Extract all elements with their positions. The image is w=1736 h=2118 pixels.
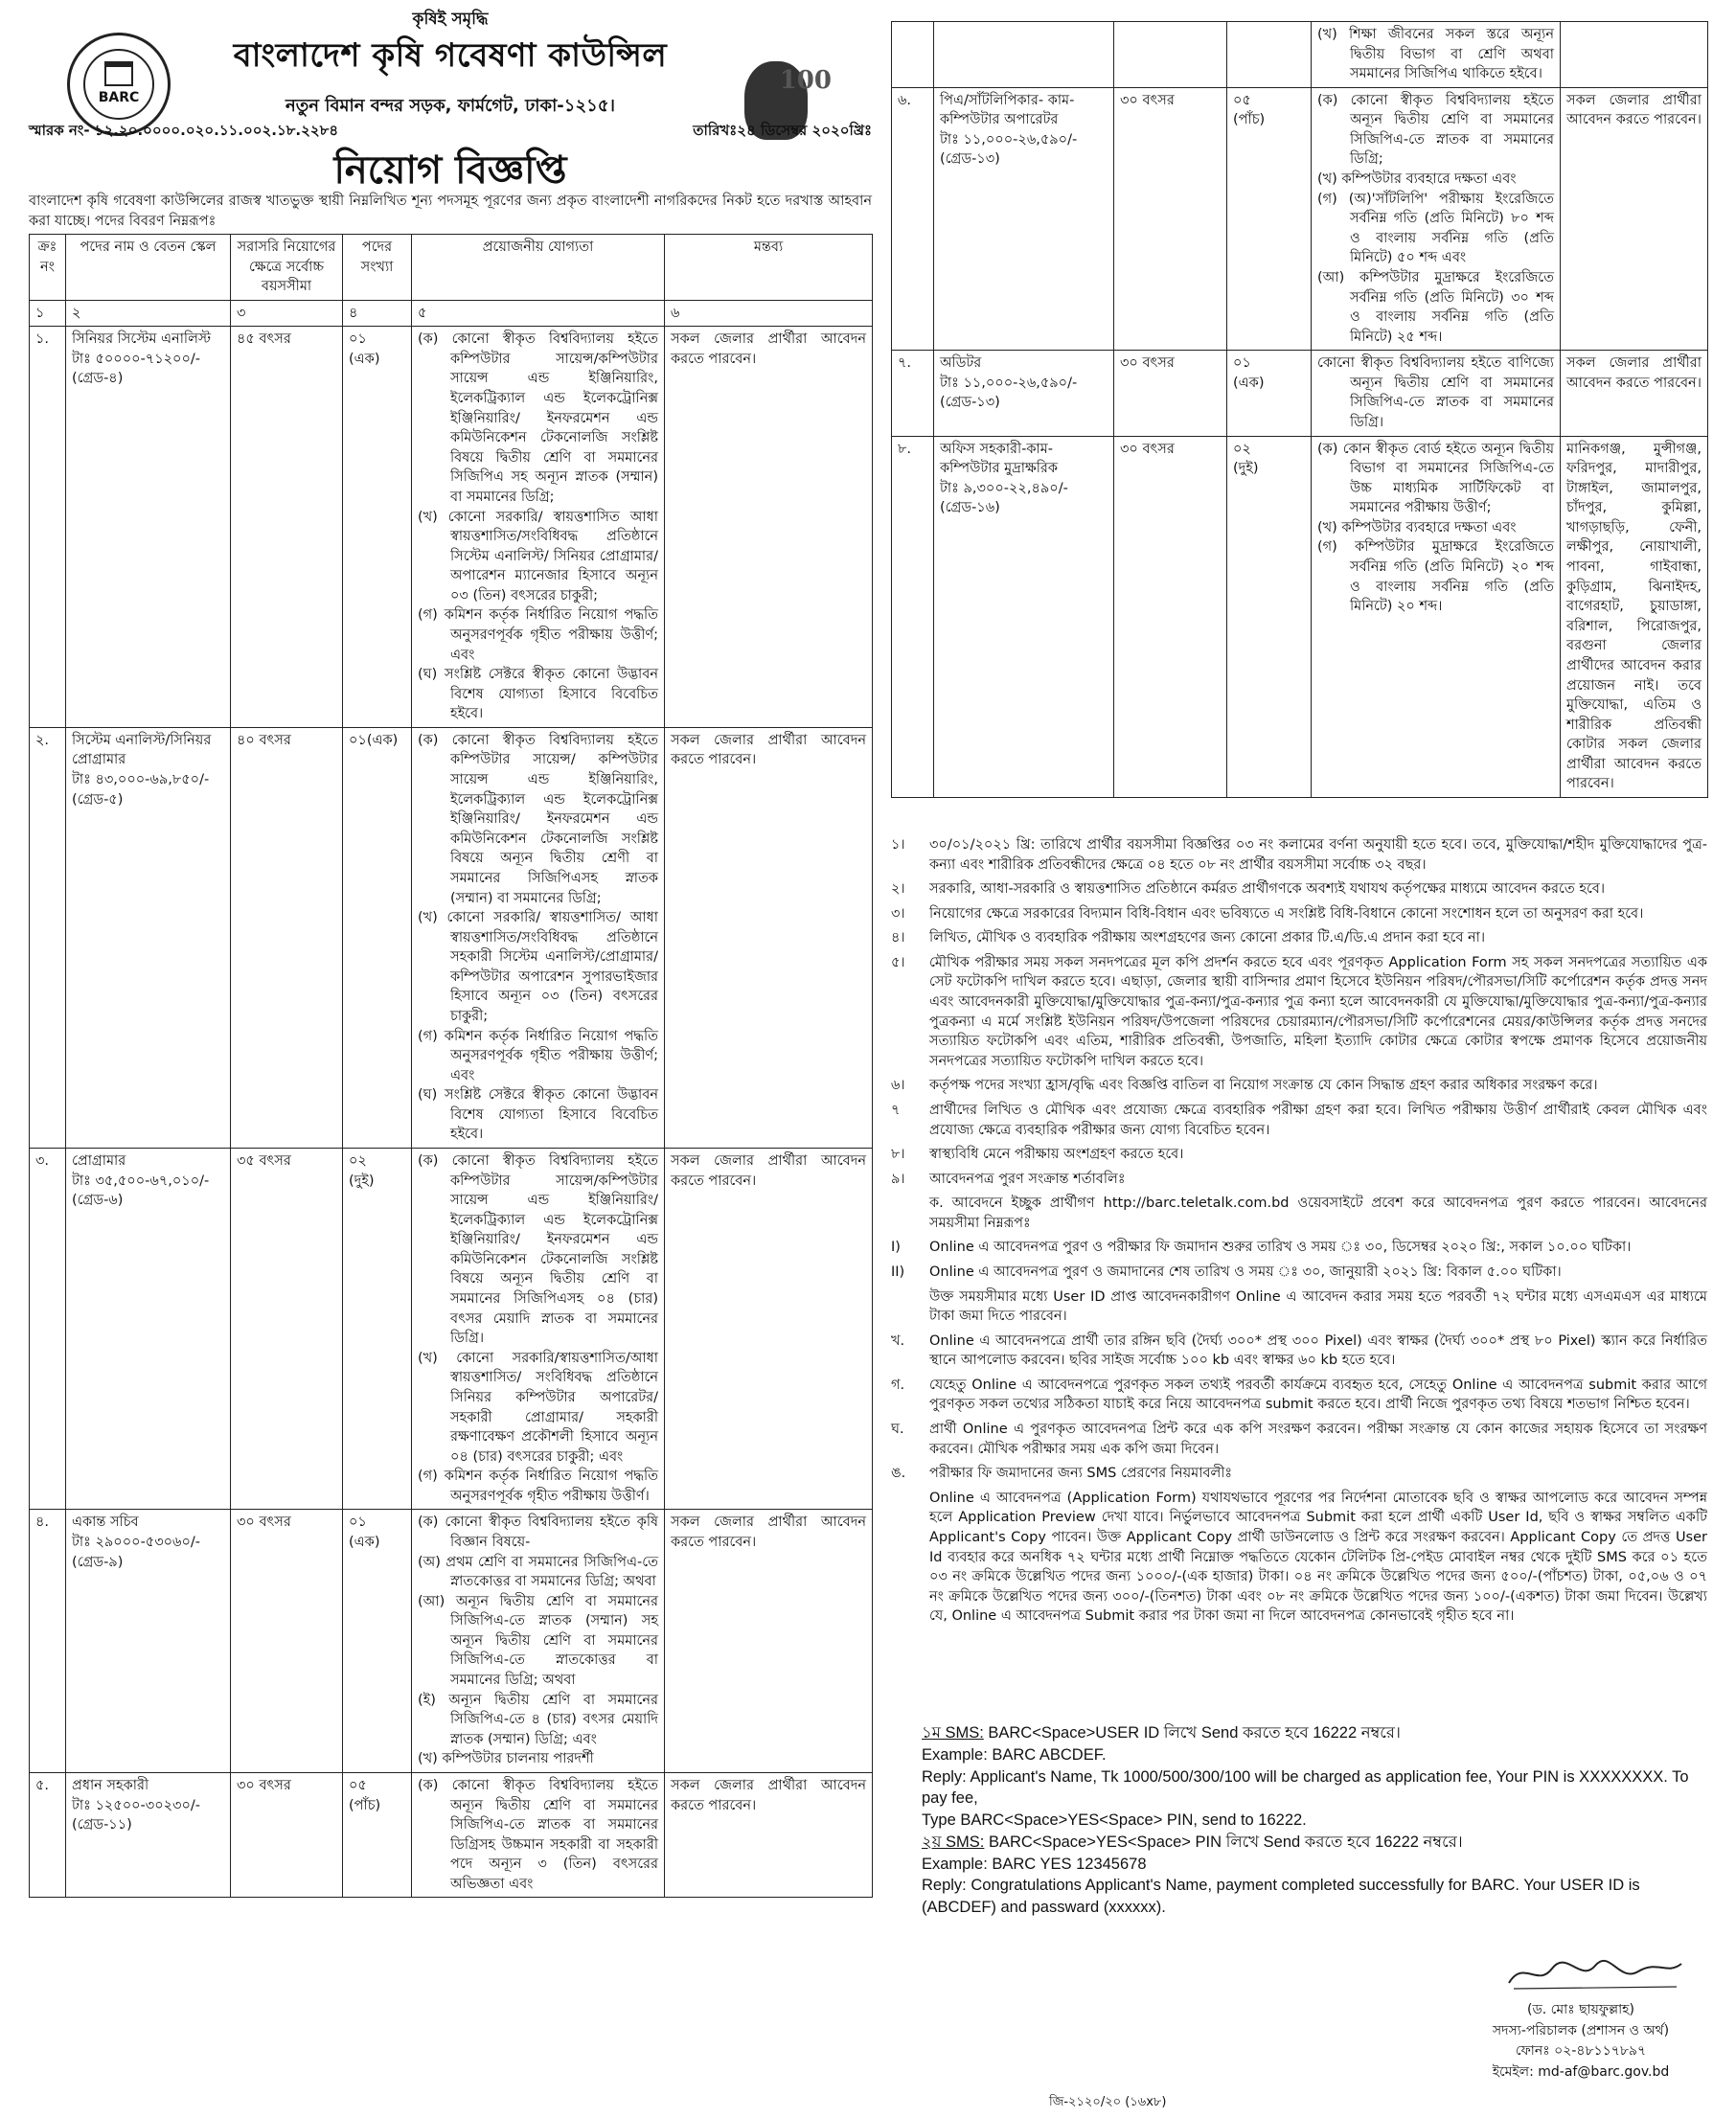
term-number: ৩। xyxy=(891,905,905,922)
term-item xyxy=(891,1464,1707,1484)
post-serial: ৪. xyxy=(30,1510,66,1773)
col-header-post: পদের নাম ও বেতন স্কেল xyxy=(66,235,231,301)
table-row xyxy=(892,436,1708,797)
post-remark xyxy=(1561,22,1708,88)
term-number: ৯। xyxy=(891,1171,905,1187)
term-text: পরীক্ষার ফি জমাদানের জন্য SMS প্রেরণের নিয়মাবলীঃ xyxy=(929,1466,1233,1482)
post-remark: সকল জেলার প্রার্থীরা আবেদন করতে পারবেন। xyxy=(665,327,873,728)
post-count xyxy=(343,327,412,728)
term-text: লিখিত, মৌখিক ও ব্যবহারিক পরীক্ষায় অংশগ্রহণের জন্য কোনো প্রকার টি.এ/ডি.এ প্রদান করা হবে না। xyxy=(929,930,1486,946)
qualification-item: (খ) কোনো সরকারি/স্বায়ত্তশাসিত/আধা স্বায়ত্তশাসিত/ সংবিধিবদ্ধ প্রতিষ্ঠানে সিনিয়র কম্পিউটার অপারেটর/ সহকারী প্রোগ্রামার/ সহকারী রক্ষণাবেক্ষণ প্রকৌশলী হিসাবে অন্যূন ০৪ (চার) বৎসরের চাকুরী; এবং xyxy=(418,1350,658,1465)
post-name-line: (গ্রেড-৫) xyxy=(72,791,124,808)
qualification-item: কোনো স্বীকৃত বিশ্ববিদ্যালয় হইতে বাণিজ্যে অন্যূন দ্বিতীয় শ্রেণি বা সমমানের সিজিপিএ-তে স্নাতক বা সমমানের ডিগ্রি। xyxy=(1317,355,1554,430)
post-qualification xyxy=(412,727,665,1148)
term-text: ৩০/০১/২০২১ খ্রি: তারিখে প্রার্থীর বয়সসীমা বিজ্ঞপ্তির ০৩ নং কলামের বর্ণনা অনুযায়ী হতে হবে। তবে, মুক্তিযোদ্ধা/শহীদ মুক্তিযোদ্ধাদের পুত্র-কন্যা এবং শারীরিক প্রতিবন্ধীদের ক্ষেত্রে ০৪ হতে ০৮ নং প্রার্থীর বয়সসীমা সর্বোচ্চ ৩২ বছর। xyxy=(929,837,1707,873)
post-name-line: একান্ত সচিব xyxy=(72,1514,139,1531)
qualification-item: (ক) কোনো স্বীকৃত বিশ্ববিদ্যালয় হইতে অন্যূন দ্বিতীয় শ্রেণি বা সমমানের সিজিপিএ-তে স্নাতক বা সমমানের ডিগ্রিসহ উচ্চমান সহকারী বা সহকারী পদে অন্যূন ৩ (তিন) বৎসরের অভিজ্ঞতা এবং xyxy=(418,1777,658,1892)
table-row xyxy=(30,327,873,728)
term-item xyxy=(891,1194,1707,1233)
term-number: ১। xyxy=(891,837,905,853)
post-name-scale xyxy=(934,87,1114,351)
term-item xyxy=(891,1332,1707,1371)
post-age-limit: ৩০ বৎসর xyxy=(1114,351,1227,436)
post-name-line: (গ্রেড-১৩) xyxy=(940,151,1000,168)
post-count-line: ০১ xyxy=(349,331,367,348)
post-count-line: ০২ xyxy=(349,1153,367,1170)
post-count-line: (পাঁচ) xyxy=(1233,112,1266,128)
post-name-scale xyxy=(66,1510,231,1773)
page-title: নিয়োগ বিজ্ঞপ্তি xyxy=(333,148,567,193)
qualification-item: (ক) কোন স্বীকৃত বোর্ড হইতে অন্যূন দ্বিতীয় বিভাগ বা সমমানের সিজিপিএ-তে উচ্চ মাধ্যমিক সার্টিফিকেট বা সমমানের পরীক্ষায় উত্তীর্ণ; xyxy=(1317,441,1554,516)
sms2-reply: Reply: Congratulations Applicant's Name, payment completed successfully for BARC. Your USER ID is (ABCDEF) and passward (xxxxxx). xyxy=(922,1877,1640,1917)
org-address: নতুন বিমান বন্দর সড়ক, ফার্মগেট, ঢাকা-১২১৫। xyxy=(286,96,615,116)
qualification-item: (গ) কমিশন কর্তৃক নির্ধারিত নিয়োগ পদ্ধতি অনুসরণপূর্বক গৃহীত পরীক্ষায় উত্তীর্ণ; এবং xyxy=(418,1028,658,1083)
post-age-limit: ৩০ বৎসর xyxy=(1114,87,1227,351)
term-number xyxy=(891,1489,929,1627)
post-name-line: টাঃ ১২৫০০-৩০২৩০/- xyxy=(72,1797,201,1813)
table-row xyxy=(30,727,873,1148)
term-text: সরকারি, আধা-সরকারি ও স্বায়ত্তশাসিত প্রতিষ্ঠানে কর্মরত প্রার্থীগণকে অবশ্যই যথাযথ কর্তৃপক্ষের মাধ্যমে আবেদন করতে হবে। xyxy=(929,881,1606,898)
qualification-item: (খ) শিক্ষা জীবনের সকল স্তরে অন্যূন দ্বিতীয় বিভাগ বা শ্রেণি অথবা সমমানের সিজিপিএ থাকিতে হইবে। xyxy=(1317,27,1554,82)
table-row xyxy=(30,1510,873,1773)
term-number xyxy=(891,1194,929,1233)
qualification-item: (গ) (অ)'সাঁটলিপি' পরীক্ষায় ইংরেজিতে সর্বনিম্ন গতি (প্রতি মিনিটে) ৮০ শব্দ ও বাংলায় সর্বনিম্ন গতি (প্রতি মিনিটে) ৫০ শব্দ এবং xyxy=(1317,191,1554,266)
col-number: ৪ xyxy=(343,300,412,327)
post-remark: সকল জেলার প্রার্থীরা আবেদন করতে পারবেন। xyxy=(1561,351,1708,436)
col-number: ১ xyxy=(30,300,66,327)
col-header-remark: মন্তব্য xyxy=(665,235,873,301)
post-count-line: ০১ xyxy=(1233,355,1251,372)
slogan: কৃষিই সমৃদ্ধি xyxy=(412,10,489,29)
signer-email: ইমেইল: md-af@barc.gov.bd xyxy=(1492,2064,1670,2081)
term-text: প্রার্থীদের লিখিত ও মৌখিক এবং প্রযোজ্য ক্ষেত্রে ব্যবহারিক পরীক্ষা গ্রহণ করা হবে। লিখিত পরীক্ষায় উত্তীর্ণ প্রার্থীরাই কেবল মৌখিক এবং প্রযোজ্য ক্ষেত্রে ব্যবহারিক পরীক্ষার জন্য যোগ্য বিবেচিত হবেন। xyxy=(929,1102,1707,1138)
table-row xyxy=(892,87,1708,351)
term-item xyxy=(891,1263,1707,1283)
post-age-limit: ৩৫ বৎসর xyxy=(231,1149,343,1510)
post-remark: সকল জেলার প্রার্থীরা আবেদন করতে পারবেন। xyxy=(665,1149,873,1510)
post-count xyxy=(1227,87,1312,351)
logo-text: BARC xyxy=(98,89,140,105)
post-count xyxy=(1227,436,1312,797)
post-count xyxy=(343,1149,412,1510)
term-text: আবেদনপত্র পুরণ সংক্রান্ত শর্তাবলিঃ xyxy=(929,1171,1126,1187)
sms2-label: ২য় SMS: xyxy=(922,1833,985,1851)
sms1-text: BARC<Space>USER ID লিখে Send করতে হবে 16222 নম্বরে। xyxy=(983,1724,1401,1742)
intro-text: বাংলাদেশ কৃষি গবেষণা কাউন্সিলের রাজস্ব খাতভুক্ত স্থায়ী নিম্নলিখিত শূন্য পদসমূহ পূরণের জন্য প্রকৃত বাংলাদেশী নাগরিকদের নিকট হতে দরখাস্ত আহবান করা যাচ্ছে। পদের বিবরণ নিম্নরূপঃ xyxy=(29,194,872,229)
term-number: ৫। xyxy=(891,954,905,970)
term-item xyxy=(891,1489,1707,1627)
post-remark: সকল জেলার প্রার্থীরা আবেদন করতে পারবেন। xyxy=(1561,87,1708,351)
post-serial: ৫. xyxy=(30,1772,66,1897)
post-count xyxy=(343,727,412,1148)
qualification-item: (ক) কোনো স্বীকৃত বিশ্ববিদ্যালয় হইতে কম্পিউটার সায়েন্স/ কম্পিউটার সায়েন্স এন্ড ইঞ্জিনিয়ারিং, ইলেকট্রিক্যাল এন্ড ইলেকট্রোনিক্স ইঞ্জিনিয়ারিং/ ইনফরমেশন এন্ড কমিউনিকেশন টেকনোলজি সংশ্লিষ্ট বিষয়ে অন্যূন দ্বিতীয় শ্রেণী বা সমমানের সিজিপিএসহ স্নাতক (সম্মান) বা সমমানের ডিগ্রি; xyxy=(418,732,658,906)
qualification-item: (ঘ) সংশ্লিষ্ট সেক্টরে স্বীকৃত কোনো উদ্ভাবন বিশেষ যোগ্যতা হিসাবে বিবেচিত হইবে। xyxy=(418,667,658,722)
col-number: ২ xyxy=(66,300,231,327)
sms2-example: Example: BARC YES 12345678 xyxy=(922,1855,1147,1873)
col-header-qualification: প্রয়োজনীয় যোগ্যতা xyxy=(412,235,665,301)
term-number: ২। xyxy=(891,881,905,898)
post-qualification xyxy=(412,1149,665,1510)
signer-phone: ফোনঃ ০২-৪৮১১৭৮৯৭ xyxy=(1515,2043,1647,2060)
post-serial: ২. xyxy=(30,727,66,1148)
post-name-line: (গ্রেড-৬) xyxy=(72,1193,124,1209)
qualification-item: (আ) অন্যূন দ্বিতীয় শ্রেণি বা সমমানের সিজিপিএ-তে স্নাতক (সম্মান) সহ অন্যূন দ্বিতীয় শ্রেণি বা সমমানের সিজিপিএ-তে স্নাতকোত্তর বা সমমানের ডিগ্রি; অথবা xyxy=(418,1593,658,1689)
terms-list xyxy=(891,835,1707,1631)
qualification-item: (ঘ) সংশ্লিষ্ট সেক্টরে স্বীকৃত কোনো উদ্ভাবন বিশেষ যোগ্যতা হিসাবে বিবেচিত হইবে। xyxy=(418,1087,658,1143)
posts-table-left xyxy=(29,234,873,1898)
term-item xyxy=(891,928,1707,948)
term-item xyxy=(891,1076,1707,1096)
term-number: ৬। xyxy=(891,1078,905,1094)
post-age-limit xyxy=(1114,22,1227,88)
table-header-row xyxy=(30,235,873,301)
org-name: বাংলাদেশ কৃষি গবেষণা কাউন্সিল xyxy=(233,36,668,75)
posts-table-right xyxy=(891,21,1708,798)
term-text: Online এ আবেদনপত্র পুরণ ও পরীক্ষার ফি জমাদান শুরুর তারিখ ও সময় ঃ ৩০, ডিসেম্বর ২০২০ খ্রি:, সকাল ১০.০০ ঘটিকা। xyxy=(929,1240,1632,1256)
post-serial: ৭. xyxy=(892,351,934,436)
post-age-limit: ৩০ বৎসর xyxy=(231,1510,343,1773)
post-count-line: ০১(এক) xyxy=(349,732,399,748)
post-count-line: (পাঁচ) xyxy=(349,1797,381,1813)
post-name-line: প্রোগ্রামার xyxy=(72,1153,126,1170)
term-item xyxy=(891,904,1707,924)
term-text: যেহেতু Online এ আবেদনপত্রে পুরণকৃত সকল তথ্যই পরবর্তী কার্যক্রমে ব্যবহৃত হবে, সেহেতু Online এ আবেদনপত্র submit করার আগে পুরণকৃত সকল তথ্যের সঠিকতা যাচাই করে নিয়ে আবেদনপত্র submit করতে হবে। প্রার্থী নিজে পুরণকৃত তথ্য বিষয়ে শতভাগ নিশ্চিত হবেন। xyxy=(929,1377,1707,1413)
post-name-scale xyxy=(934,22,1114,88)
qualification-item: (খ) কোনো সরকারি/ স্বায়ত্তশাসিত আধা স্বায়ত্তশাসিত/সংবিধিবদ্ধ প্রতিষ্ঠানে সিস্টেম এনালিস্ট/ সিনিয়র প্রোগ্রামার/ অপারেশন ম্যানেজার হিসাবে অন্যূন ০৩ (তিন) বৎসরের চাকুরী; xyxy=(418,509,658,604)
post-count-line: ০১ xyxy=(349,1514,367,1531)
col-number: ৩ xyxy=(231,300,343,327)
post-name-scale xyxy=(934,351,1114,436)
posts-body-right xyxy=(892,22,1708,798)
post-serial: ১. xyxy=(30,327,66,728)
col-number: ৫ xyxy=(412,300,665,327)
post-age-limit: ৩০ বৎসর xyxy=(1114,436,1227,797)
post-name-line: টাঃ ৫০০০০-৭১২০০/- xyxy=(72,351,201,367)
post-name-line: টাঃ ১১,০০০-২৬,৫৯০/- xyxy=(940,375,1078,391)
column-number-row xyxy=(30,300,873,327)
post-count-line: ০৫ xyxy=(1233,92,1251,108)
term-number: ৮। xyxy=(891,1147,905,1163)
sms2-text: BARC<Space>YES<Space> PIN লিখে Send করতে হবে 16222 নম্বরে। xyxy=(984,1833,1463,1851)
post-name-scale xyxy=(66,1149,231,1510)
post-remark: সকল জেলার প্রার্থীরা আবেদন করতে পারবেন। xyxy=(665,1510,873,1773)
post-qualification xyxy=(1312,87,1561,351)
term-number: ৪। xyxy=(891,930,905,946)
table-row xyxy=(892,22,1708,88)
post-count-line: (এক) xyxy=(349,351,380,367)
signer-designation: সদস্য-পরিচালক (প্রশাসন ও অর্থ) xyxy=(1492,2022,1670,2038)
post-count-line: (এক) xyxy=(349,1535,380,1550)
post-age-limit: ৩০ বৎসর xyxy=(231,1772,343,1897)
qualification-item: (ই) অন্যূন দ্বিতীয় শ্রেণি বা সমমানের সিজিপিএ-তে ৪ (চার) বৎসর মেয়াদি স্নাতক (সম্মান) ডিগ্রি; এবং xyxy=(418,1692,658,1747)
term-item xyxy=(891,835,1707,875)
table-row xyxy=(30,1149,873,1510)
post-qualification xyxy=(1312,22,1561,88)
col-header-count: পদের সংখ্যা xyxy=(343,235,412,301)
term-item xyxy=(891,1170,1707,1190)
qualification-item: (খ) কম্পিউটার ব্যবহারে দক্ষতা এবং xyxy=(1317,519,1517,535)
term-number: II) xyxy=(891,1264,905,1280)
post-serial: ৬. xyxy=(892,87,934,351)
post-name-line: (গ্রেড-১৬) xyxy=(940,500,1000,516)
post-qualification xyxy=(1312,351,1561,436)
post-count xyxy=(343,1510,412,1773)
term-item xyxy=(891,879,1707,900)
post-count xyxy=(1227,22,1312,88)
qualification-item: (ক) কোনো স্বীকৃত বিশ্ববিদ্যালয় হইতে কম্পিউটার সায়েন্স/কম্পিউটার সায়েন্স এন্ড ইঞ্জিনিয়ারিং, ইলেকট্রিক্যাল এন্ড ইলেকট্রোনিক্স ইঞ্জিনিয়ারিং/ ইনফরমেশন এন্ড কমিউনিকেশন টেকনোলজি সংশ্লিষ্ট বিষয়ে দ্বিতীয় শ্রেণি বা সমমানের সিজিপিএ সহ অন্যূন স্নাতক (সম্মান) বা সমমানের ডিগ্রি; xyxy=(418,331,658,505)
col-header-serial: ক্রঃ নং xyxy=(30,235,66,301)
post-name-scale xyxy=(66,1772,231,1897)
term-item xyxy=(891,1287,1707,1327)
post-serial xyxy=(892,22,934,88)
term-text: Online এ আবেদনপত্র (Application Form) যথাযথভাবে পূরণের পর নির্দেশনা মোতাবেক ছবি ও স্বাক্ষর আপলোড করে আবেদন সম্পন্ন হলে Application Preview দেখা যাবে। নির্ভুলভাবে আবেদনপত্র Submit করা হলে প্রার্থী একটি User Id, ছবি ও স্বাক্ষর সম্বলিত একটি Applicant's Copy পাবেন। উক্ত Applicant Copy প্রার্থী ডাউনলোড ও প্রিন্ট করে সংরক্ষণ করবেন। Applicant Copy তে প্রদত্ত User Id ব্যবহার করে অনধিক ৭২ ঘন্টার মধ্যে প্রার্থী নিম্নোক্ত পদ্ধতিতে যেকোন টেলিটক প্রি-পেইড মোবাইল নম্বর থেকে দুইটি SMS করে ০১ হতে ০৩ নং ক্রমিকে উল্লেখিত পদের জন্য ১০০০/-(এক হাজার) টাকা। ০৪ নং ক্রমিকে উল্লেখিত পদের জন্য ৫০০/-(পাঁচশত) টাকা, ০৫,০৬ ও ০৭ নং ক্রমিকে উল্লেখিত পদের জন্য ৩০০/-(তিনশত) টাকা এবং ০৮ নং ক্রমিকে উল্লেখিত পদের জন্য ১০০/-(একশত) টাকা জমা দিবেন। উল্লেখ্য যে, Online এ আবেদনপত্র Submit করার পর টাকা জমা না দিলে আবেদনপত্র কোনভাবেই গৃহীত হবে না। xyxy=(929,1490,1707,1625)
post-name-line: (গ্রেড-১১) xyxy=(72,1817,132,1833)
post-count-line: (এক) xyxy=(1233,375,1265,391)
post-name-scale xyxy=(66,727,231,1148)
qualification-item: (গ) কম্পিউটার মুদ্রাক্ষরে ইংরেজিতে সর্বনিম্ন গতি (প্রতি মিনিটে) ২০ শব্দ ও বাংলায় সর্বনিম্ন গতি (প্রতি মিনিটে) ২০ শব্দ। xyxy=(1317,539,1554,615)
post-name-line: প্রধান সহকারী xyxy=(72,1777,149,1793)
post-name-line: টাঃ ২৯০০০-৫৩০৬০/- xyxy=(72,1535,201,1550)
post-age-limit: ৪০ বৎসর xyxy=(231,727,343,1148)
term-text: উক্ত সময়সীমার মধ্যে User ID প্রাপ্ত আবেদনকারীগণ Online এ আবেদন করার সময় হতে পরবর্তী ৭২ ঘন্টার মধ্যে এসএমএস এর মাধ্যমে টাকা জমা দিতে পারবেন। xyxy=(929,1288,1707,1325)
sms-type-instruction: Type BARC<Space>YES<Space> PIN, send to 16222. xyxy=(922,1811,1307,1830)
term-text: মৌখিক পরীক্ষার সময় সকল সনদপত্রের মূল কপি প্রদর্শন করতে হবে এবং পূরণকৃত Application Form সহ সকল সনদপত্রের সত্যায়িত এক সেট ফটোকপি দাখিল করতে হবে। এছাড়া, জেলার স্থায়ী বাসিন্দার প্রমাণ হিসেবে ইউনিয়ন পরিষদ/পৌরসভা/সিটি কর্পোরেশন কর্তৃক প্রদত্ত সনদ এবং আবেদনকারী মুক্তিযোদ্ধা/মুক্তিযোদ্ধার পুত্র-কন্যা/পুত্র-কন্যার পুত্র কন্যা হলে আবেদনকারী যে মুক্তিযোদ্ধা/মুক্তিযোদ্ধার পুত্র-কন্যা/পুত্র-কন্যার পুত্রকন্যা এ মর্মে সংশ্লিষ্ট ইউনিয়ন পরিষদ/উপজেলা পরিষদের চেয়ারম্যান/পৌরসভা/সিটি কর্পোরেশনের মেয়র/কাউন্সিলর কর্তৃক প্রদত্ত সনদের সত্যায়িত ফটোকপি এবং এতিম, শারীরিক প্রতিবন্ধী, উপজাতি, মহিলা ইত্যাদি কোটার ক্ষেত্রে কোটার স্বপক্ষে প্রমাণক হিসেবে প্রয়োজনীয় সনদপত্রের সত্যায়িত ফটোকপি দাখিল করতে হবে। xyxy=(929,954,1707,1069)
post-count xyxy=(343,1772,412,1897)
post-qualification xyxy=(412,1772,665,1897)
term-item xyxy=(891,1238,1707,1258)
post-name-line: (গ্রেড-১৩) xyxy=(940,395,1000,411)
term-text: ক. আবেদনে ইচ্ছুক প্রার্থীগণ http://barc.teletalk.com.bd ওয়েবসাইটে প্রবেশ করে আবেদনপত্র পুরণ করতে পারবেন। আবেদনের সময়সীমা নিম্নরূপঃ xyxy=(929,1196,1707,1231)
qualification-item: (আ) কম্পিউটার মুদ্রাক্ষরে ইংরেজিতে সর্বনিম্ন গতি (প্রতি মিনিটে) ৩০ শব্দ ও বাংলায় সর্বনিম্ন গতি (প্রতি মিনিটে) ২৫ শব্দ। xyxy=(1317,269,1554,345)
term-number: ঘ. xyxy=(891,1422,904,1438)
issue-date: তারিখঃ২৪ ডিসেম্বর ২০২০খ্রিঃ xyxy=(693,122,872,139)
term-number: ঙ. xyxy=(891,1466,906,1482)
post-name-line: অডিটর xyxy=(940,355,982,372)
sms1-label: ১ম SMS: xyxy=(922,1724,984,1742)
table-row xyxy=(892,351,1708,436)
term-text: Online এ আবেদনপত্রে প্রার্থী তার রঙ্গিন ছবি (দৈর্ঘ্য ৩০০* প্রস্থ ৩০০ Pixel) এবং স্বাক্ষর (দৈর্ঘ্য ৩০০* প্রস্থ ৮০ Pixel) স্ক্যান করে নির্ধারিত স্থানে আপলোড করবেন। ছবির সাইজ সর্বোচ্চ ১০০ kb এবং স্বাক্ষর ৬০ kb হতে হবে। xyxy=(929,1332,1707,1369)
term-item xyxy=(891,1101,1707,1140)
portrait-badge: 100 xyxy=(779,66,832,95)
post-name-line: পিএ/সাঁটলিপিকার- কাম-কম্পিউটার অপারেটর xyxy=(940,92,1075,128)
post-name-line: টাঃ ৯,৩০০-২২,৪৯০/- xyxy=(940,480,1068,496)
term-number: গ. xyxy=(891,1377,905,1393)
post-name-line: (গ্রেড-৪) xyxy=(72,371,124,387)
term-number: I) xyxy=(891,1240,901,1256)
sms1-reply: Reply: Applicant's Name, Tk 1000/500/300/100 will be charged as application fee, Your PIN is XXXXXXXX. To pay fee, xyxy=(922,1767,1689,1808)
post-name-line: টাঃ ৪৩,০০০-৬৯,৮৫০/- xyxy=(72,772,210,788)
sms-instructions xyxy=(922,1722,1707,1919)
post-name-line: (গ্রেড-৯) xyxy=(72,1554,124,1570)
term-item xyxy=(891,953,1707,1071)
term-number: ৭ xyxy=(891,1102,901,1118)
qualification-item: (ক) কোনো স্বীকৃত বিশ্ববিদ্যালয় হইতে অন্যূন দ্বিতীয় শ্রেণি বা সমমানের সিজিপিএ-তে স্নাতক বা সমমানের ডিগ্রি; xyxy=(1317,92,1554,168)
post-count-line: (দুই) xyxy=(1233,461,1259,477)
term-text: Online এ আবেদনপত্র পুরণ ও জমাদানের শেষ তারিখ ও সময় ঃ ৩০, জানুয়ারী ২০২১ খ্রি: বিকাল ৫.০০ ঘটিকা। xyxy=(929,1264,1562,1280)
qualification-item: (গ) কমিশন কর্তৃক নির্ধারিত নিয়োগ পদ্ধতি অনুসরণপূর্বক গৃহীত পরীক্ষায় উত্তীর্ণ। xyxy=(418,1469,658,1504)
post-remark: সকল জেলার প্রার্থীরা আবেদন করতে পারবেন। xyxy=(665,1772,873,1897)
qualification-item: (গ) কমিশন কর্তৃক নির্ধারিত নিয়োগ পদ্ধতি অনুসরণপূর্বক গৃহীত পরীক্ষায় উত্তীর্ণ; এবং xyxy=(418,607,658,663)
post-name-line: টাঃ ১১,০০০-২৬,৫৯০/- xyxy=(940,131,1078,148)
post-name-line: টাঃ ৩৫,৫০০-৬৭,০১০/- xyxy=(72,1173,210,1189)
term-number xyxy=(891,1287,929,1327)
post-serial: ৩. xyxy=(30,1149,66,1510)
posts-body-left xyxy=(30,327,873,1898)
term-item xyxy=(891,1145,1707,1165)
term-item xyxy=(891,1420,1707,1459)
post-name-line: সিনিয়র সিস্টেম এনালিস্ট xyxy=(72,331,212,348)
sms1-example: Example: BARC ABCDEF. xyxy=(922,1745,1107,1764)
post-qualification xyxy=(412,327,665,728)
col-number: ৬ xyxy=(665,300,873,327)
signature-icon xyxy=(1504,1954,1686,1993)
term-number: খ. xyxy=(891,1332,905,1349)
post-remark: মানিকগঞ্জ, মুন্সীগঞ্জ, ফরিদপুর, মাদারীপুর, টাঙ্গাইল, জামালপুর, চাঁদপুর, কুমিল্লা, খাগড়াছড়ি, ফেনী, লক্ষীপুর, নোয়াখালী, পাবনা, গাইবান্ধা, কুড়িগ্রাম, ঝিনাইদহ, বাগেরহাট, চুয়াডাঙ্গা, বরিশাল, পিরোজপুর, বরগুনা জেলার প্রার্থীদের আবেদন করার প্রয়োজন নাই। তবে মুক্তিযোদ্ধা, এতিম ও শারীরিক প্রতিবন্ধী কোটার সকল জেলার প্রার্থীরা আবেদন করতে পারবেন। xyxy=(1561,436,1708,797)
post-count-line: ০৫ xyxy=(349,1777,367,1793)
post-qualification xyxy=(412,1510,665,1773)
post-name-line: অফিস সহকারী-কাম- কম্পিউটার মুদ্রাক্ষরিক xyxy=(940,441,1058,477)
table-row xyxy=(30,1772,873,1897)
qualification-item: (ক) কোনো স্বীকৃত বিশ্ববিদ্যালয় হইতে কম্পিউটার সায়েন্স/কম্পিউটার সায়েন্স এন্ড ইঞ্জিনিয়ারিং/ইলেকট্রিক্যাল এন্ড ইলেকট্রোনিক্স ইঞ্জিনিয়ারিং/ ইনফরমেশন এন্ড কমিউনিকেশন টেকনোলজি সংশ্লিষ্ট বিষয়ে অন্যূন দ্বিতীয় শ্রেণি বা সমমানের সিজিপিএসহ ০৪ (চার) বৎসর মেয়াদি স্নাতক বা সমমানের ডিগ্রি। xyxy=(418,1153,658,1347)
qualification-item: (খ) কম্পিউটার চালনায় পারদর্শী xyxy=(418,1751,594,1767)
post-count-line: ০২ xyxy=(1233,441,1251,457)
term-text: স্বাস্থ্যবিধি মেনে পরীক্ষায় অংশগ্রহণ করতে হবে। xyxy=(929,1147,1184,1163)
memo-number: স্মারক নং- ১২.২০.০০০০.০২০.১১.০০২.১৮.২২৮৪ xyxy=(29,122,339,139)
post-name-scale xyxy=(66,327,231,728)
col-header-age: সরাসরি নিয়োগের ক্ষেত্রে সর্বোচ্চ বয়সসীমা xyxy=(231,235,343,301)
post-serial: ৮. xyxy=(892,436,934,797)
post-remark: সকল জেলার প্রার্থীরা আবেদন করতে পারবেন। xyxy=(665,727,873,1148)
qualification-item: (ক) কোনো স্বীকৃত বিশ্ববিদ্যালয় হইতে কৃষি বিজ্ঞান বিষয়ে- xyxy=(418,1514,658,1550)
post-count xyxy=(1227,351,1312,436)
term-item xyxy=(891,1376,1707,1415)
qualification-item: (অ) প্রথম শ্রেণি বা সমমানের সিজিপিএ-তে স্নাতকোত্তর বা সমমানের ডিগ্রি; অথবা xyxy=(418,1554,658,1590)
qualification-item: (খ) কম্পিউটার ব্যবহারে দক্ষতা এবং xyxy=(1317,171,1517,188)
term-text: প্রার্থী Online এ পুরণকৃত আবেদনপত্র প্রিন্ট করে এক কপি সংরক্ষণ করবেন। পরীক্ষা সংক্রান্ত যে কোন কাজের সহায়ক হিসেবে তা সংরক্ষণ করবেন। মৌখিক পরীক্ষার সময় এক কপি জমা দিবেন। xyxy=(929,1422,1707,1457)
signer-name: (ড. মোঃ ছায়ফুল্লাহ) xyxy=(1527,2002,1634,2017)
post-qualification xyxy=(1312,436,1561,797)
gd-number: জি-২১২০/২০ (১৬x৮) xyxy=(1049,2095,1167,2109)
post-count-line: (দুই) xyxy=(349,1173,375,1189)
post-age-limit: ৪৫ বৎসর xyxy=(231,327,343,728)
term-text: কর্তৃপক্ষ পদের সংখ্যা হ্রাস/বৃদ্ধি এবং বিজ্ঞপ্তি বাতিল বা নিয়োগ সংক্রান্ত যে কোন সিদ্ধান্ত গ্রহণ করার অধিকার সংরক্ষণ করে। xyxy=(929,1078,1598,1094)
qualification-item: (খ) কোনো সরকারি/ স্বায়ত্তশাসিত/ আধা স্বায়ত্তশাসিত/সংবিধিবদ্ধ প্রতিষ্ঠানে সহকারী সিস্টেম এনালিস্ট/প্রোগ্রামার/ কম্পিউটার অপারেশন সুপারভাইজার হিসাবে অন্যূন ০৩ (তিন) বৎসরের চাকুরী; xyxy=(418,910,658,1024)
term-text: নিয়োগের ক্ষেত্রে সরকারের বিদ্যমান বিধি-বিধান এবং ভবিষ্যতে এ সংশ্লিষ্ট বিধি-বিধানে কোনো সংশোধন হলে তা অনুসরণ করা হবে। xyxy=(929,905,1644,922)
post-name-line: সিস্টেম এনালিস্ট/সিনিয়র প্রোগ্রামার xyxy=(72,732,212,768)
post-name-scale xyxy=(934,436,1114,797)
